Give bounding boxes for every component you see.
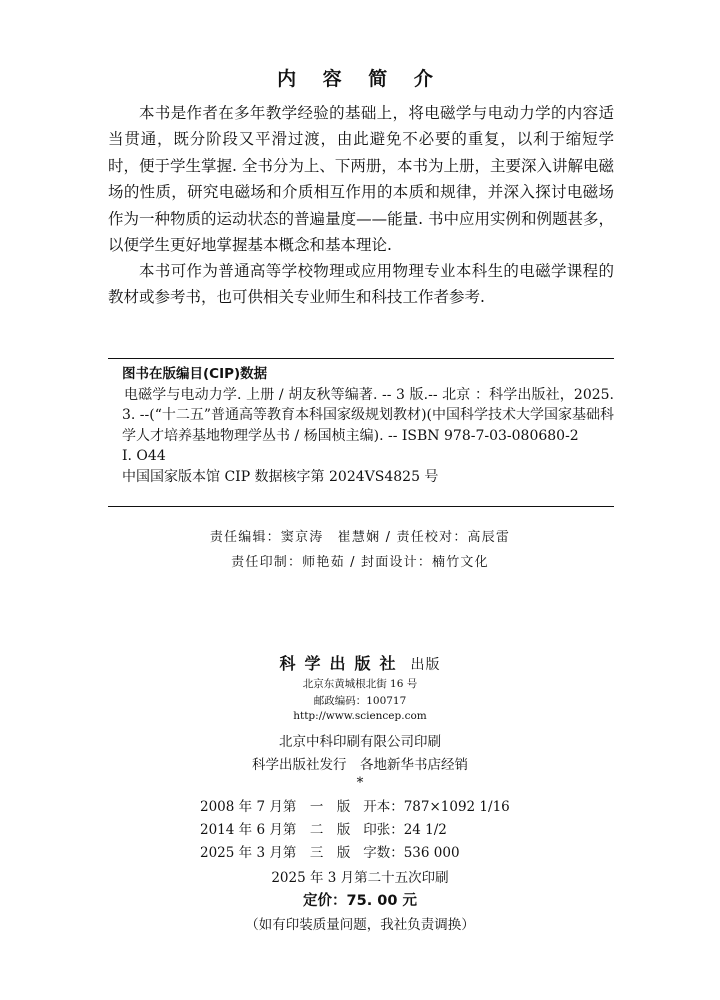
cip-heading: 图书在版编目(CIP)数据: [122, 366, 268, 382]
publisher-action: 出版: [410, 657, 441, 673]
cip-top-rule: [108, 358, 614, 359]
edition-row: [200, 796, 510, 819]
publisher-logo-text: 科学出版社: [279, 654, 405, 673]
edition-row: [200, 819, 510, 842]
printer-info: 北京中科印刷有限公司印刷: [279, 734, 441, 750]
edition-date: 2014 年 6 月第 二 版: [200, 822, 351, 838]
cip-record: 电磁学与电动力学. 上册 / 胡友秋等编著. -- 3 版.-- 北京 ：科学出版社，2025. 3. --(“十二五”普通高等教育本科国家级规划教材)(中国科学技术大学国家基础科学人才培养基地物理学丛书 / 杨国桢主编). -- ISBN 978-7-03-080680-2: [122, 386, 614, 444]
cip-verification: 中国国家版本馆 CIP 数据核字第 2024VS4825 号: [122, 468, 439, 485]
edition-date: 2025 年 3 月第 三 版: [200, 845, 351, 861]
edition-spec: 开本：787×1092 1/16: [363, 799, 510, 815]
edition-row: [200, 842, 510, 865]
page-title: 内 容 简 介: [277, 68, 443, 90]
edition-spec: 印张：24 1/2: [363, 822, 447, 838]
staff-line-1: 责任编辑：窦京涛 崔慧娴 / 责任校对：高辰雷: [209, 530, 511, 545]
cip-bottom-rule: [108, 506, 614, 507]
price-label: 定价：75. 00 元: [303, 893, 417, 909]
cip-classification: Ⅰ. O44: [122, 448, 166, 464]
publisher-postcode: 邮政编码：100717: [313, 695, 407, 707]
publisher-address: 北京东黄城根北街 16 号: [302, 678, 418, 690]
publisher-website: http://www.sciencep.com: [293, 710, 427, 722]
edition-spec: 字数：536 000: [363, 845, 460, 861]
printing-info: 2025 年 3 月第二十五次印刷: [271, 870, 449, 886]
distribution-info: 科学出版社发行 各地新华书店经销: [252, 757, 468, 773]
intro-paragraph-1: 本书是作者在多年教学经验的基础上，将电磁学与电动力学的内容适当贯通，既分阶段又平滑过渡，由此避免不必要的重复，以利于缩短学时，便于学生掌握. 全书分为上、下两册，本书为上册，主要深入讲解电磁场的性质，研究电磁场和介质相互作用的本质和规律，并深入探讨电磁场作为一种物质的运动状态的普遍量度——能量. 书中应用实例和例题甚多，以便学生更好地掌握基本概念和基本理论.: [108, 104, 614, 255]
edition-date: 2008 年 7 月第 一 版: [200, 799, 351, 815]
publisher-line: [0, 651, 720, 674]
staff-line-2: 责任印制：师艳茹 / 封面设计：楠竹文化: [231, 555, 489, 570]
edition-table: [200, 796, 510, 865]
cip-block: [108, 364, 614, 487]
separator-star: *: [356, 775, 364, 791]
quality-notice: （如有印装质量问题，我社负责调换）: [245, 917, 475, 933]
intro-paragraph-2: 本书可作为普通高等学校物理或应用物理专业本科生的电磁学课程的教材或参考书，也可供相关专业师生和科技工作者参考.: [108, 262, 614, 307]
